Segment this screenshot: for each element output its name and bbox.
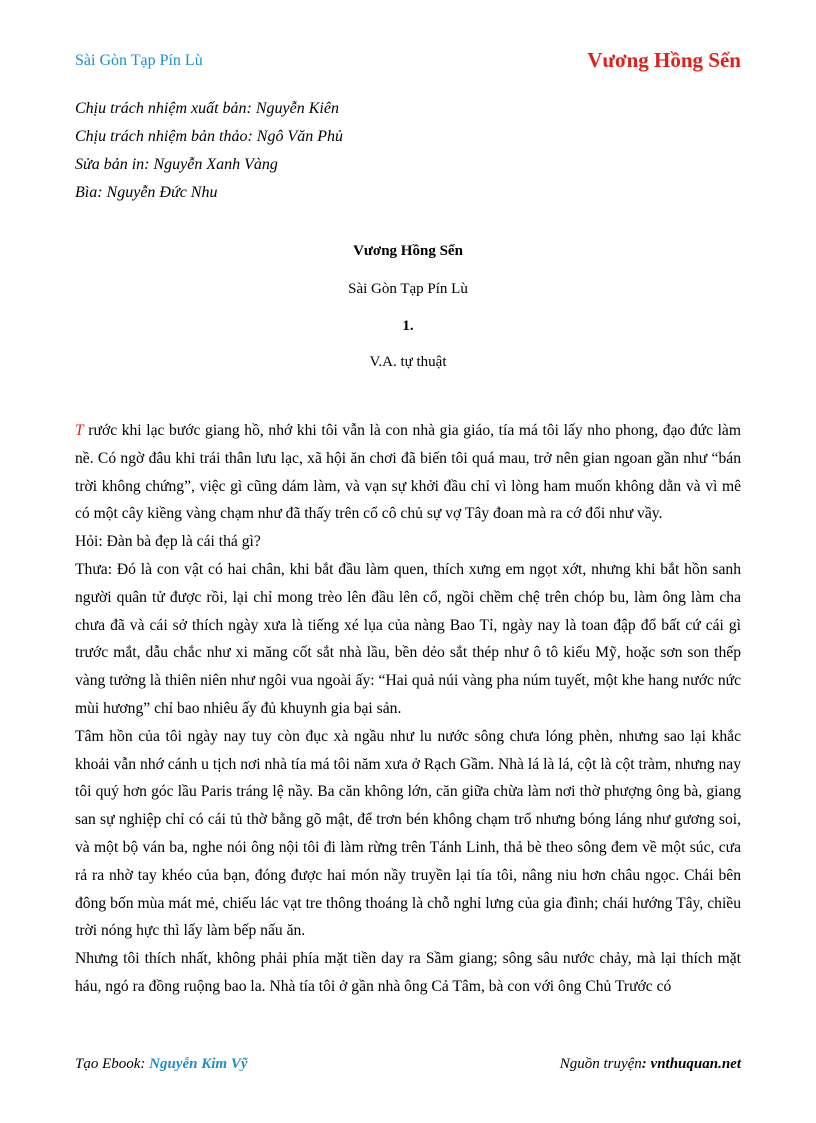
- credit-publisher: Chịu trách nhiệm xuất bản: Nguyễn Kiên: [75, 100, 339, 117]
- credit-proofreader: Sửa bản in: Nguyễn Xanh Vàng: [75, 156, 278, 173]
- source-label: Nguồn truyện: [559, 1056, 642, 1072]
- footer-ebook-credit: [75, 1056, 248, 1073]
- drop-cap: T: [75, 422, 84, 439]
- title-author: Vương Hồng Sển: [353, 243, 463, 259]
- paragraph: Hỏi: Đàn bà đẹp là cái thá gì?: [75, 533, 261, 551]
- title-book: Sài Gòn Tạp Pín Lù: [348, 281, 468, 297]
- source-site: vnthuquan.net: [650, 1056, 741, 1072]
- header-author: Vương Hồng Sển: [587, 48, 741, 72]
- paragraph: Tâm hồn của tôi ngày nay tuy còn đục xà ngầu như lu nước sông chưa lóng phèn, nhưng sao lại khắc khoải vẫn nhớ cánh u tịch nơi nhà tía má tôi năm xưa ở Rạch Gầm. Nhà lá là lá, cột là cột tràm, nhưng nay tôi quý hơn góc lầu Paris tráng lệ nầy. Ba căn không lớn, căn giữa chừa làm nơi thờ phượng ông bà, giang san sự nghiệp chỉ có cái tủ thờ bằng gõ mật, để trơn bén không chạm trổ nhưng bóng láng như gương soi, và một bộ ván ba, nghe nói ông nội tôi đi làm rừng trên Tánh Linh, thả bè theo sông đem về một súc, cưa rả ra nhờ tay khéo của bạn, đóng được hai món nầy truyền lại tía tôi, nâng niu hơn châu ngọc. Chái bên đông bốn mùa mát mẻ, chiếu lác vạt tre thông thoáng là chỗ nghỉ lưng của gia đình; chái hướng Tây, chiều trời nóng hực thì lấy làm bếp nấu ăn.: [75, 727, 741, 940]
- credits-block: [75, 95, 343, 207]
- paragraph: Thưa: Đó là con vật có hai chân, khi bắt đầu làm quen, thích xưng em ngọt xớt, nhưng khi bắt hồn sanh người quân tử được rồi, lại chỉ mong trèo lên đầu lên cổ, ngồi chềm chệ trên chóp bu, làm ông làm cha chưa đã và cái sở thích ngày xưa là tiếng xé lụa của nàng Bao Tỉ, ngày nay là toan đập đổ bất cứ cái gì trước mắt, dẫu chắc như xi măng cốt sắt nhà lầu, bền dẻo sắt thép như ô tô kiểu Mỹ, hoặc sơn son thếp vàng tưởng là thiên niên như ngôi vua ngoài ấy: “Hai quả núi vàng pha núm tuyết, một khe hang nước nức mùi hương” chỉ bao nhiêu ấy đủ khuynh gia bại sản.: [75, 560, 741, 717]
- credit-cover: Bìa: Nguyễn Đức Nhu: [75, 184, 218, 201]
- chapter-subtitle: V.A. tự thuật: [369, 354, 447, 370]
- body-text: [75, 417, 741, 1001]
- header-book-title: Sài Gòn Tạp Pín Lù: [75, 52, 203, 69]
- ebook-separator: :: [140, 1056, 150, 1072]
- paragraph: [75, 417, 741, 528]
- credit-manuscript: Chịu trách nhiệm bản thảo: Ngô Văn Phủ: [75, 128, 343, 145]
- footer-source: [560, 1056, 741, 1073]
- source-separator: :: [641, 1056, 651, 1072]
- paragraph-text: rước khi lạc bước giang hồ, nhớ khi tôi vẫn là con nhà gia giáo, tía má tôi lấy nho phong, đạo đức làm nề. Có ngờ đâu khi trái thân lưu lạc, xã hội ăn chơi đã biến tôi quá mau, trở nên gian ngoan gần như “bán trời không chứng”, việc gì cũng dám làm, và vạn sự khởi đầu chỉ vì lòng ham muốn không dằn và vì mê có một cây kiềng vàng chạm như đã thấy trên cổ cô chủ sự vợ Tây đoan mà ra cớ đổi như vầy.: [75, 422, 741, 523]
- chapter-number: 1.: [402, 318, 414, 334]
- ebook-label: Tạo Ebook: [75, 1056, 141, 1072]
- ebook-creator: Nguyễn Kim Vỹ: [149, 1056, 248, 1072]
- paragraph: Nhưng tôi thích nhất, không phải phía mặt tiền day ra Sầm giang; sông sâu nước chảy, mà lại thích mặt háu, ngó ra đồng ruộng bao la. Nhà tía tôi ở gần nhà ông Cả Tâm, bà con với ông Chủ Trước có: [75, 950, 741, 995]
